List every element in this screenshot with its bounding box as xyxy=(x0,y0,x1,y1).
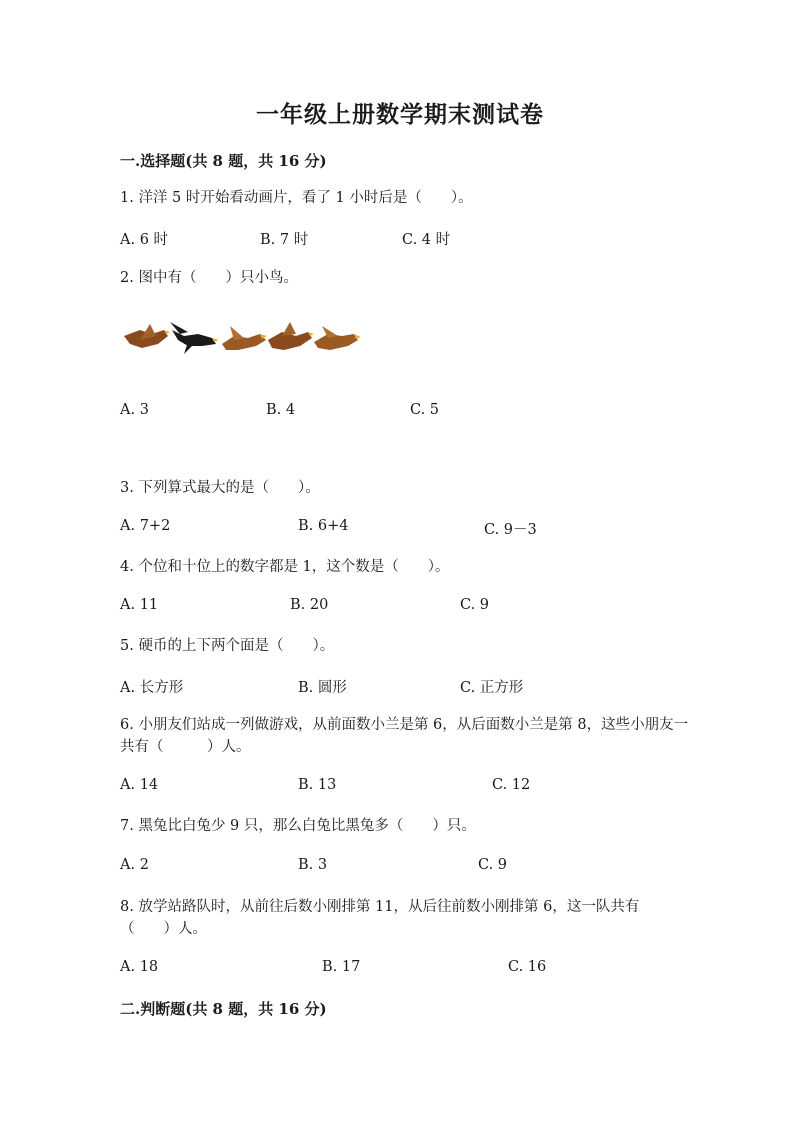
section-heading-judgment: 二.判断题(共 8 题，共 16 分) xyxy=(120,1000,327,1018)
q2-option-a: A. 3 xyxy=(120,402,149,418)
q4-option-c: C. 9 xyxy=(460,597,490,613)
q5-option-b: B. 圆形 xyxy=(298,680,347,696)
bird-icon xyxy=(314,326,361,350)
q8-option-c: C. 16 xyxy=(508,959,547,975)
question-7: 7. 黑兔比白兔少 9 只，那么白兔比黑兔多（ ）只。 xyxy=(120,818,476,834)
birds-figure xyxy=(122,320,362,360)
q8-option-b: B. 17 xyxy=(322,959,361,975)
question-5: 5. 硬币的上下两个面是（ ）。 xyxy=(120,638,335,654)
q4-option-b: B. 20 xyxy=(290,597,329,613)
q1-option-c: C. 4 时 xyxy=(402,232,451,248)
question-3: 3. 下列算式最大的是（ ）。 xyxy=(120,480,320,496)
q4-option-a: A. 11 xyxy=(120,597,159,613)
q6-option-b: B. 13 xyxy=(298,777,337,793)
q7-option-a: A. 2 xyxy=(120,857,149,873)
bird-icon xyxy=(124,324,170,348)
q5-option-c: C. 正方形 xyxy=(460,680,524,696)
bird-icon xyxy=(268,322,314,350)
page-title: 一年级上册数学期末测试卷 xyxy=(256,101,544,128)
question-6: 6. 小朋友们站成一列做游戏，从前面数小兰是第 6，从后面数小兰是第 8，这些小朋友一共有（ ）人。 xyxy=(120,717,689,755)
q2-option-b: B. 4 xyxy=(266,402,296,418)
q7-option-b: B. 3 xyxy=(298,857,328,873)
section-heading-choice: 一.选择题(共 8 题，共 16 分) xyxy=(120,152,327,170)
question-8: 8. 放学站路队时，从前往后数小刚排第 11，从后往前数小刚排第 6，这一队共有（ ）人。 xyxy=(120,899,640,937)
q7-option-c: C. 9 xyxy=(478,857,508,873)
question-1: 1. 洋洋 5 时开始看动画片，看了 1 小时后是（ ）。 xyxy=(120,190,473,206)
q6-option-c: C. 12 xyxy=(492,777,531,793)
q5-option-a: A. 长方形 xyxy=(120,680,184,696)
q3-option-b: B. 6+4 xyxy=(298,518,349,534)
q2-option-c: C. 5 xyxy=(410,402,440,418)
q6-option-a: A. 14 xyxy=(120,777,159,793)
q1-option-a: A. 6 时 xyxy=(120,232,169,248)
bird-icon xyxy=(170,322,219,354)
q3-option-c: C. 9－3 xyxy=(484,522,537,538)
bird-icon xyxy=(222,326,267,350)
q8-option-a: A. 18 xyxy=(120,959,159,975)
q1-option-b: B. 7 时 xyxy=(260,232,309,248)
question-4: 4. 个位和十位上的数字都是 1，这个数是（ ）。 xyxy=(120,559,450,575)
q3-option-a: A. 7+2 xyxy=(120,518,171,534)
question-2: 2. 图中有（ ）只小鸟。 xyxy=(120,270,298,286)
